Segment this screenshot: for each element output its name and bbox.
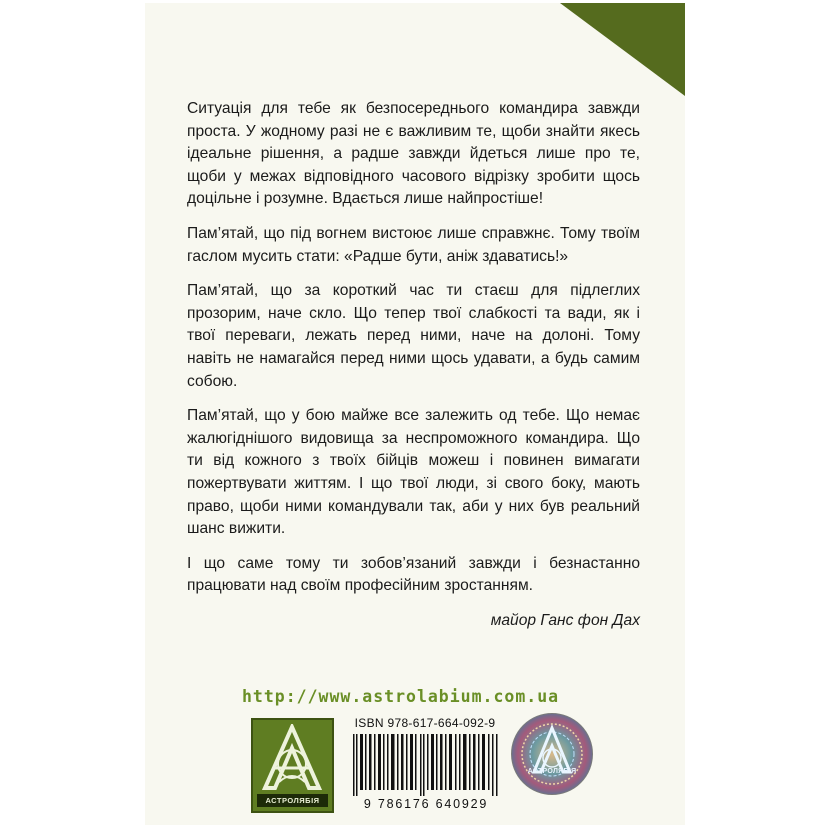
astrolabe-a-icon xyxy=(259,724,326,792)
paragraph-3: Пам’ятай, що за короткий час ти стаєш для підлеглих прозорим, наче скло. Що тепер твої слабкості та вади, як і твої переваги, лежать перед ними, наче на долоні. Тому навіть не намагайся перед ними щось удавати, а будь самим собою. xyxy=(187,282,640,390)
book-back-cover xyxy=(145,3,685,825)
green-corner-triangle xyxy=(560,3,685,96)
publisher-url[interactable]: http://www.astrolabium.com.ua xyxy=(242,687,560,706)
hologram-label: АСТРОЛЯБІЯ xyxy=(527,768,577,775)
author-signature: майор Ганс фон Дах xyxy=(490,611,640,629)
quote-text-block xyxy=(187,98,640,632)
paragraph-2: Пам’ятай, що під вогнем вистоює лише справжнє. Тому твоїм гаслом мусить стати: «Радше бути, аніж здаватись!» xyxy=(187,224,640,265)
paragraph-1: Ситуація для тебе як безпосереднього командира завжди проста. У жодному разі не є важливим те, щоби знайти якесь ідеальне рішення, а радше завжди йдеться лише про те, щоби у межах відповідного часового відрізку зробити щось доцільне і розумне. Вдається лише найпростіше! xyxy=(187,100,640,208)
barcode-digits: 9 786176 640929 xyxy=(363,797,489,811)
barcode-block xyxy=(345,716,505,816)
logo-label: АСТРОЛЯБІЯ xyxy=(257,794,328,807)
paragraph-5: І що саме тому ти зобов’язаний завжди і безнастанно працювати над своїм професійним зростанням. xyxy=(187,554,640,595)
hologram-sticker xyxy=(511,713,593,795)
paragraph-4: Пам’ятай, що у бою майже все залежить од тебе. Що немає жалюгіднішого видовища за неспроможного командира. Що ти від кожного з твоїх бійців можеш і повинен вимагати пожертвувати життям. І що твої люди, зі свого боку, мають право, щоби ними командували так, аби у них був реальний шанс вижити. xyxy=(187,407,640,538)
publisher-logo xyxy=(251,718,334,813)
isbn-text: ISBN 978-617-664-092-9 xyxy=(354,716,496,730)
barcode-icon xyxy=(351,734,501,796)
hologram-a-icon xyxy=(512,714,592,794)
